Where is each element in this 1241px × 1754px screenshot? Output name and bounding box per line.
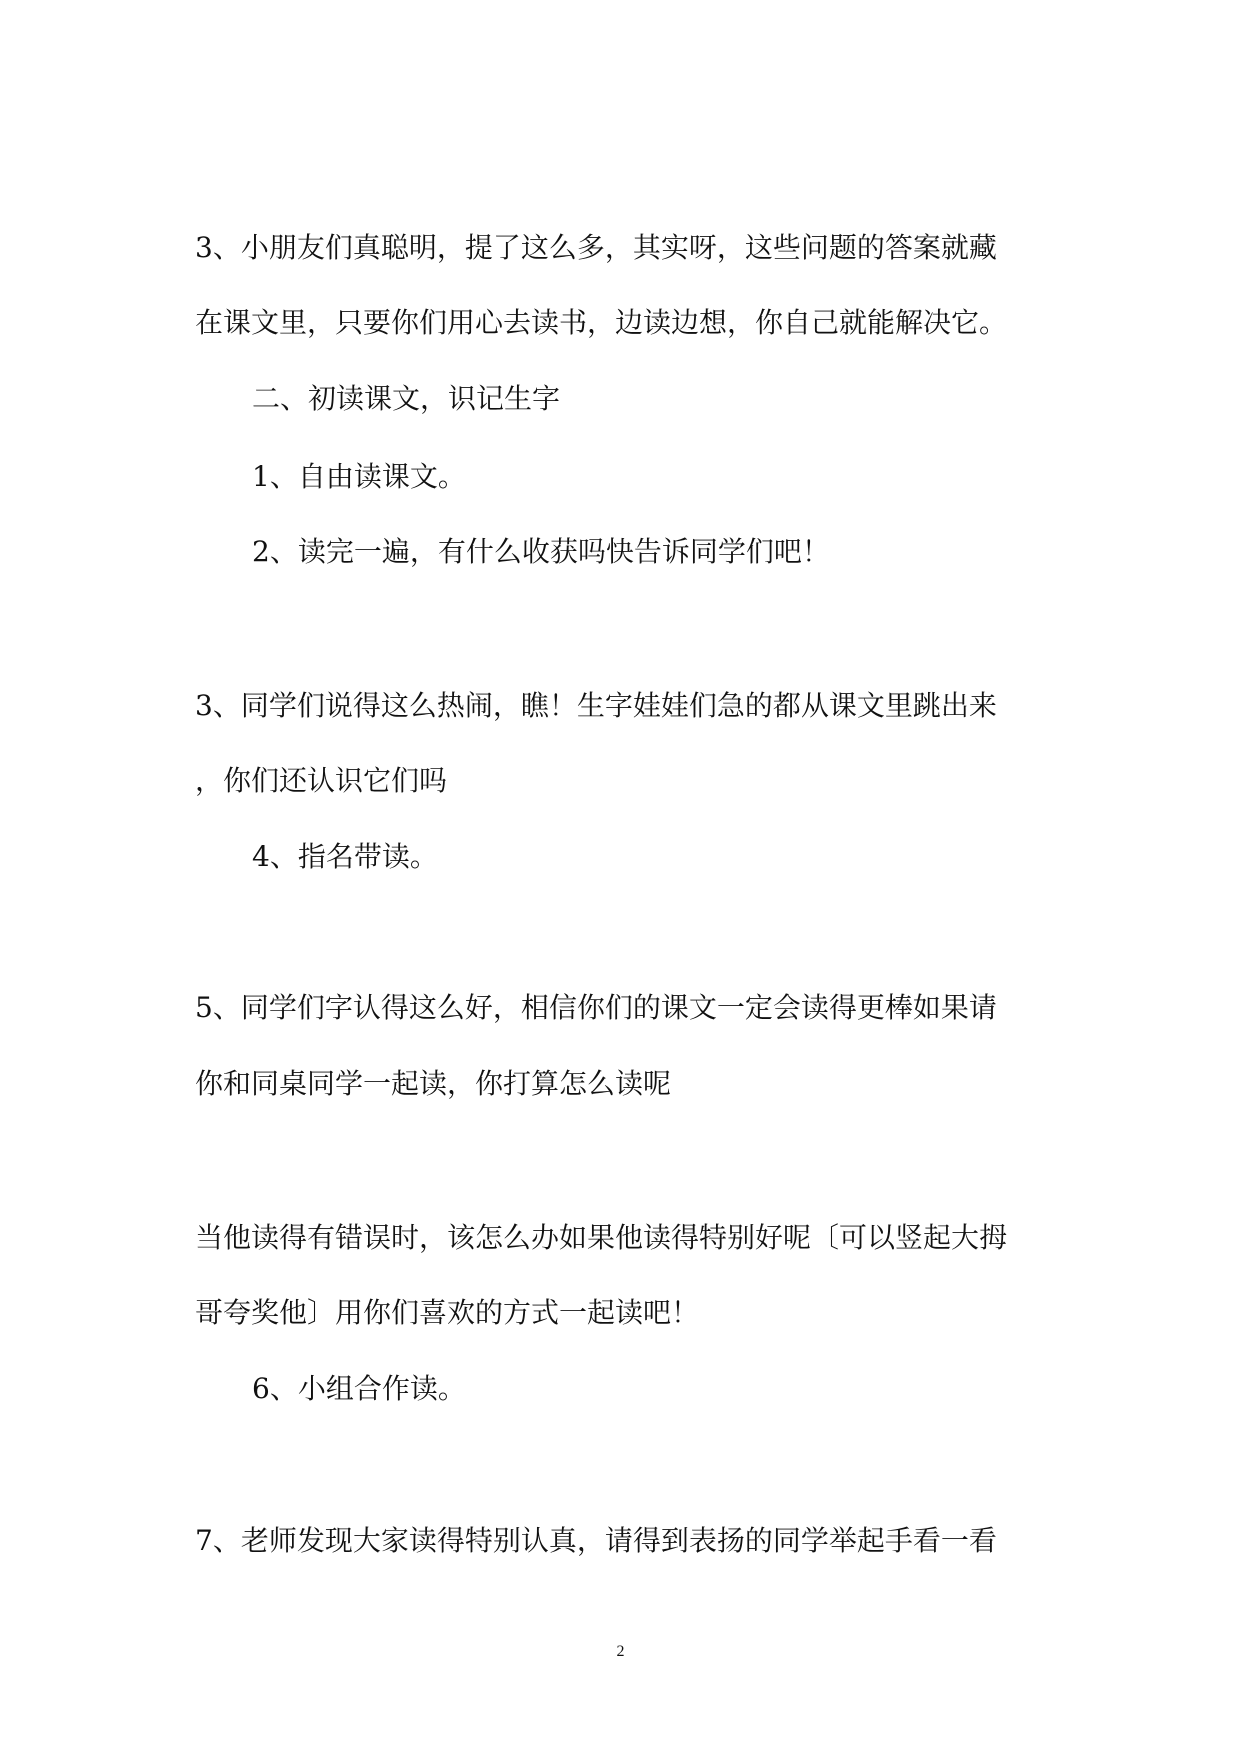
text-line: ，你们还认识它们吗 xyxy=(195,764,448,797)
text-line: 1、自由读课文。 xyxy=(252,460,466,493)
page-number: 2 xyxy=(616,1643,625,1660)
text-line: 在课文里，只要你们用心去读书，边读边想，你自己就能解决它。 xyxy=(195,306,1008,339)
text-line: 7、老师发现大家读得特别认真，请得到表扬的同学举起手看一看 xyxy=(195,1524,997,1557)
text-line: 当他读得有错误时，该怎么办如果他读得特别好呢〔可以竖起大拇 xyxy=(195,1221,1008,1254)
text-line: 3、小朋友们真聪明，提了这么多，其实呀，这些问题的答案就藏 xyxy=(195,231,997,264)
text-line: 4、指名带读。 xyxy=(252,840,438,873)
text-line: 5、同学们字认得这么好，相信你们的课文一定会读得更棒如果请 xyxy=(195,991,997,1024)
section-heading: 二、初读课文，识记生字 xyxy=(252,382,561,415)
text-line: 3、同学们说得这么热闹，瞧！生字娃娃们急的都从课文里跳出来 xyxy=(195,689,997,722)
text-line: 6、小组合作读。 xyxy=(252,1372,466,1405)
text-line: 哥夸奖他〕用你们喜欢的方式一起读吧！ xyxy=(195,1296,700,1329)
text-line: 2、读完一遍，有什么收获吗快告诉同学们吧！ xyxy=(252,535,830,568)
text-line: 你和同桌同学一起读，你打算怎么读呢 xyxy=(195,1067,672,1100)
